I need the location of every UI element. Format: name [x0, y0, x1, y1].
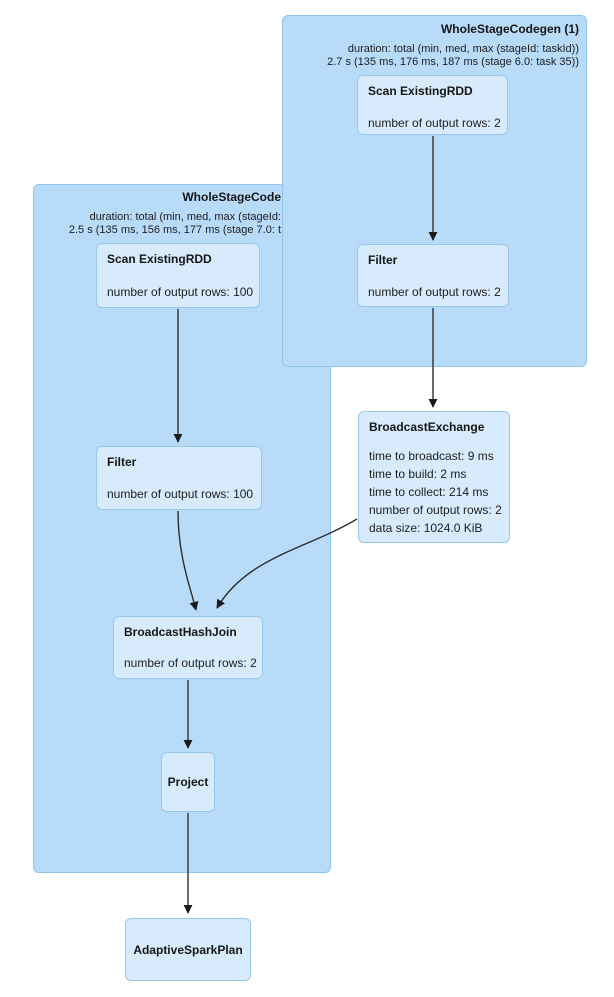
- node-metrics: [368, 283, 501, 302]
- metric-output-rows: number of output rows: 2: [368, 285, 501, 299]
- cluster-wholestagecodegen-1-title: WholeStageCodegen (1): [440, 22, 579, 36]
- node-title: Project: [167, 775, 209, 789]
- metric-output-rows: number of output rows: 2: [369, 503, 502, 517]
- node-metrics: [107, 485, 254, 504]
- metric-output-rows: number of output rows: 100: [107, 285, 254, 299]
- metric-time-to-build: time to build: 2 ms: [369, 467, 467, 481]
- metric-time-to-broadcast: time to broadcast: 9 ms: [369, 449, 494, 463]
- node-project[interactable]: [161, 752, 215, 812]
- node-metrics: [369, 447, 502, 537]
- duration-line-2: 2.7 s (135 ms, 176 ms, 187 ms (stage 6.0: task 35)): [327, 56, 579, 68]
- metric-output-rows: number of output rows: 2: [368, 116, 501, 130]
- node-title: Scan ExistingRDD: [368, 84, 473, 98]
- node-title: Filter: [368, 253, 398, 267]
- node-title: AdaptiveSparkPlan: [133, 942, 243, 957]
- node-metrics: [107, 283, 254, 302]
- node-title: BroadcastExchange: [369, 420, 485, 434]
- node-adaptive-spark-plan[interactable]: [125, 918, 251, 981]
- duration-line-1: duration: total (min, med, max (stageId: taskId)): [347, 43, 579, 55]
- node-metrics: [368, 114, 501, 133]
- node-filter-1[interactable]: [357, 244, 509, 307]
- metric-output-rows: number of output rows: 2: [124, 656, 257, 670]
- cluster-wholestagecodegen-2-duration: [69, 211, 281, 237]
- duration-line-1: duration: total (min, med, max (stageId:: [89, 211, 281, 223]
- node-title: Filter: [107, 455, 137, 469]
- node-title: BroadcastHashJoin: [124, 625, 237, 639]
- node-title: Scan ExistingRDD: [107, 252, 212, 266]
- metric-time-to-collect: time to collect: 214 ms: [369, 485, 489, 499]
- cluster-wholestagecodegen-1-duration: [327, 43, 579, 69]
- node-scan-existingrdd-2[interactable]: [96, 243, 260, 308]
- duration-line-2: 2.5 s (135 ms, 156 ms, 177 ms (stage 7.0: t: [68, 224, 281, 236]
- metric-data-size: data size: 1024.0 KiB: [369, 521, 483, 535]
- node-broadcast-exchange[interactable]: [358, 411, 510, 543]
- node-broadcast-hash-join[interactable]: [113, 616, 263, 679]
- cluster-wholestagecodegen-1: [282, 15, 587, 367]
- node-metrics: [124, 654, 257, 673]
- cluster-wholestagecodegen-2-title: WholeStageCode: [182, 190, 281, 204]
- node-scan-existingrdd-1[interactable]: [357, 75, 508, 135]
- node-filter-2[interactable]: [96, 446, 262, 510]
- metric-output-rows: number of output rows: 100: [107, 487, 254, 501]
